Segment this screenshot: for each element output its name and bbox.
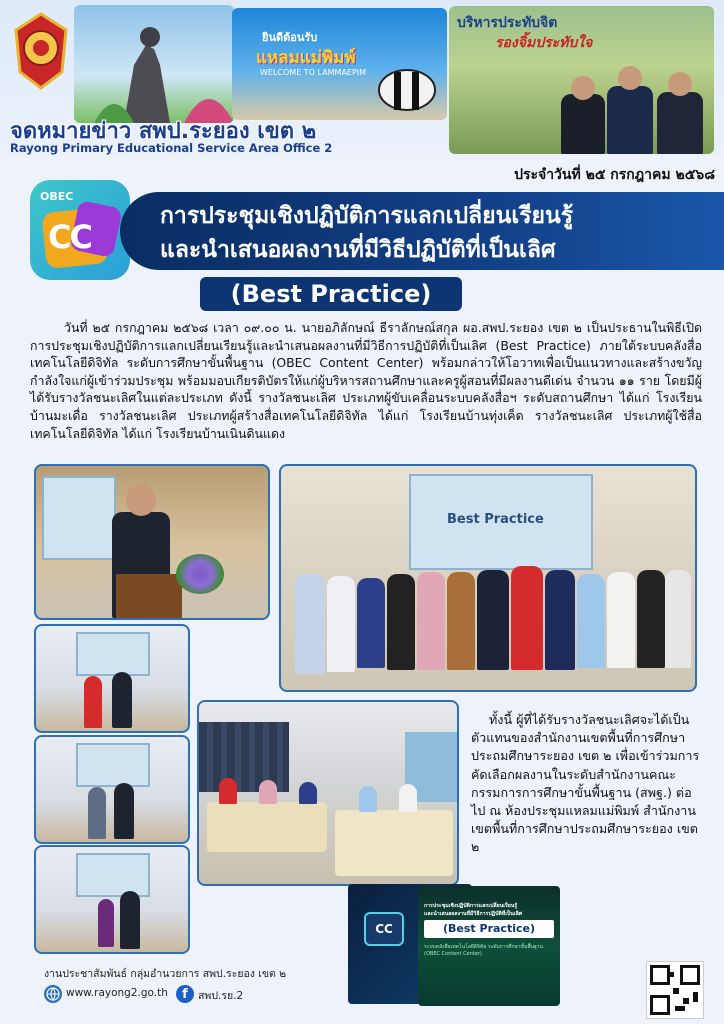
speaker-head <box>126 484 156 516</box>
speaker-photo <box>34 464 270 620</box>
office-name-en: Rayong Primary Educational Service Area Office 2 <box>10 141 333 155</box>
obec-content-center-logo <box>30 180 130 280</box>
presenter-figure <box>114 783 134 839</box>
newsletter-title: จดหมายข่าว สพป.ระยอง เขต ๒ <box>10 119 317 144</box>
executive-figure <box>561 94 605 154</box>
projector-screen <box>76 853 150 897</box>
slogan-2: รองจิ้มประทับใจ <box>495 35 593 51</box>
slogan-1: บริหารประทับจิต <box>457 15 558 31</box>
headline-best-practice: (Best Practice) <box>200 277 462 311</box>
qr-finder <box>650 965 670 985</box>
curtains <box>199 722 289 792</box>
welcome-sign-en: WELCOME TO LAMMAEPIM <box>260 68 367 77</box>
headline-line-2: และนำเสนอผลงานที่มีวิธีปฏิบัติที่เป็นเลิศ <box>160 237 556 263</box>
group-member <box>477 570 509 670</box>
poster-best-practice: (Best Practice) <box>424 920 554 938</box>
welcome-sign-top: ยินดีต้อนรับ <box>262 31 318 44</box>
group-member <box>295 574 325 674</box>
attendee-figure <box>259 780 277 804</box>
qr-code[interactable] <box>646 961 704 1019</box>
poster-title-1: การประชุมเชิงปฏิบัติการแลกเปลี่ยนเรียนรู้ <box>424 903 518 909</box>
office-crest-logo <box>10 12 72 90</box>
footer-facebook[interactable]: สพป.รย.2 <box>198 990 244 1002</box>
certificate-photo-3 <box>34 845 190 954</box>
qr-finder <box>650 995 670 1015</box>
qr-module <box>693 992 698 1002</box>
qr-module <box>673 988 679 994</box>
footer-website[interactable]: www.rayong2.go.th <box>66 987 168 999</box>
poster-title-2: และนำเสนอผลงานที่มีวิธีการปฏิบัติที่เป็นเลิศ <box>424 911 523 917</box>
welcome-sign-photo <box>232 8 447 120</box>
executives-photo <box>449 6 714 154</box>
table-back <box>207 802 327 852</box>
certificate-photo-1 <box>34 624 190 733</box>
attendee-figure <box>219 778 237 804</box>
header-banner <box>0 0 724 155</box>
group-member <box>607 572 635 668</box>
projector-screen <box>42 476 116 560</box>
presenter-figure <box>120 891 140 949</box>
poster-subtitle: ระบบคลังสื่อเทคโนโลยีดิจิทัล ระดับการศึกษาขั้นพื้นฐาน (OBEC Content Center) <box>424 944 544 957</box>
group-member <box>357 578 385 668</box>
obec-logo-letters: CC <box>48 218 91 256</box>
footer-credit: งานประชาสัมพันธ์ กลุ่มอำนวยการ สพป.ระยอง เขต ๒ <box>44 968 287 980</box>
attendee-figure <box>359 786 377 812</box>
group-member <box>545 570 575 670</box>
group-photo <box>279 464 697 692</box>
executive-head <box>618 66 642 90</box>
welcome-sign-main: แหลมแม่พิมพ์ <box>256 48 356 68</box>
obec-logo-label: OBEC <box>40 190 74 203</box>
headline-line-1: การประชุมเชิงปฏิบัติการแลกเปลี่ยนเรียนรู้ <box>160 203 574 229</box>
closing-paragraph: ทั้งนี้ ผู้ที่ได้รับรางวัลชนะเลิศจะได้เป็นตัวแทนของสำนักงานเขตพื้นที่การศึกษาประถมศึกษาระยอง เขต ๒ เพื่อเข้าร่วมการคัดเลือกผลงานในระดับสำนักงานคณะกรรมการการศึกษาขั้นพื้นฐาน (สพฐ.) ต่อไป ณ ห้องประชุมแหลมแม่พิมพ์ สำนักงานเขตพื้นที่การศึกษาประถมศึกษาระยอง เขต ๒ <box>471 712 700 855</box>
qr-module <box>669 972 674 977</box>
screen-text: Best Practice <box>447 512 544 527</box>
recipient-figure <box>98 899 114 947</box>
group-member <box>387 574 415 670</box>
presenter-figure <box>112 672 132 728</box>
attendee-figure <box>299 782 317 804</box>
table-front <box>335 810 453 876</box>
group-member <box>577 574 605 668</box>
facebook-icon: f <box>176 985 194 1003</box>
recipient-figure <box>88 787 106 839</box>
meeting-room-photo <box>197 700 459 886</box>
headline-banner <box>120 192 724 270</box>
globe-icon <box>44 985 62 1003</box>
article-paragraph: วันที่ ๒๕ กรกฎาคม ๒๕๖๘ เวลา ๐๙.๐๐ น. นายอภิลักษณ์ ธีราลักษณ์สกุล ผอ.สพป.ระยอง เขต ๒ เป็นประธานในพิธีเปิดการประชุมเชิงปฏิบัติการแลกเปลี่ยนเรียนรู้และนำเสนอผลงานที่มีวิธีการปฏิบัติที่เป็นเลิศ (Best Practice) ภายใต้ระบบคลังสื่อเทคโนโลยีดิจิทัล ระดับการศึกษาขั้นพื้นฐาน (OBEC Content Center) พร้อมกล่าวให้โอวาทเพื่อเป็นแนวทางและสร้างขวัญกำลังใจแก่ผู้เข้าร่วมประชุม พร้อมมอบเกียรติบัตรให้แก่ผู้บริหารสถานศึกษาและครูผู้สอนที่มีผลงานดีเด่น จำนวน ๑๑ ราย โดยมีผู้ได้รับรางวัลชนะเลิศในแต่ละประเภท ดังนี้ รางวัลชนะเลิศ ประเภทผู้ขับเคลื่อนระบบคลังสื่อฯ ระดับสถานศึกษา ได้แก่ โรงเรียนบ้านมะเดื่อ รางวัลชนะเลิศ ประเภทผู้สร้างสื่อเทคโนโลยีดิจิทัล ได้แก่ โรงเรียนบ้านทุ่งเค็ด รางวัลชนะเลิศ ประเภทผู้ใช้สื่อเทคโนโลยีดิจิทัล ได้แก่ โรงเรียนบ้านเนินดินแดง <box>30 320 702 441</box>
best-practice-screen <box>409 474 593 570</box>
issue-date: ประจำวันที่ ๒๕ กรกฎาคม ๒๕๖๘ <box>514 167 715 183</box>
qr-finder <box>680 965 700 985</box>
executive-head <box>668 72 692 96</box>
qr-module <box>675 1006 685 1011</box>
flower-arrangement <box>176 554 224 594</box>
group-member <box>327 576 355 672</box>
projector-screen <box>76 632 150 676</box>
executive-head <box>571 76 595 100</box>
podium <box>116 574 182 618</box>
group-member <box>511 566 543 670</box>
qr-module <box>683 998 689 1004</box>
group-member <box>665 570 691 668</box>
certificate-photo-2 <box>34 735 190 844</box>
attendee-figure <box>399 784 417 812</box>
executive-figure <box>657 92 703 154</box>
executive-figure <box>607 86 653 154</box>
statue-photo <box>74 5 234 123</box>
footer <box>0 955 724 1024</box>
group-member <box>637 570 665 668</box>
group-member <box>417 572 445 670</box>
recipient-figure <box>84 676 102 728</box>
poster-cc-logo: CC <box>364 912 404 946</box>
group-member <box>447 572 475 670</box>
projector-screen <box>76 743 150 787</box>
